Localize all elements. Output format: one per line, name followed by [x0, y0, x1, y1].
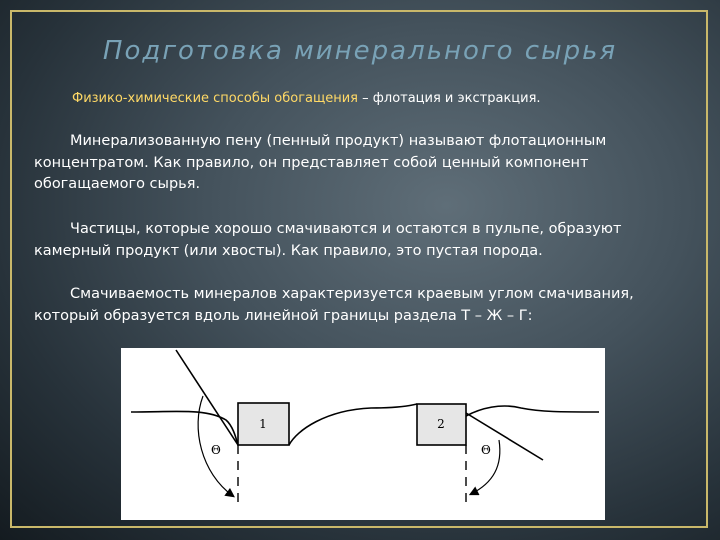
- lead-term: Физико-химические способы обогащения: [72, 91, 358, 106]
- angle-label-right: Θ: [481, 443, 491, 457]
- lead-line: [72, 91, 541, 106]
- interface-line: [131, 404, 599, 445]
- paragraph-wettability: Смачиваемость минералов характеризуется краевым углом смачивания, который образуется вдоль линейной границы раздела Т – Ж – Г:: [34, 286, 634, 324]
- angle-label-left: Θ: [211, 443, 221, 457]
- particle-1-label: 1: [259, 417, 267, 431]
- lead-rest: – флотация и экстракция.: [358, 91, 541, 106]
- tangent-line-right: [466, 413, 543, 460]
- slide-title: Подготовка минерального сырья: [102, 36, 618, 66]
- paragraph-chamber-product: Частицы, которые хорошо смачиваются и остаются в пульпе, образуют камерный продукт (или хвосты). Как правило, это пустая порода.: [34, 221, 622, 259]
- particle-2-label: 2: [437, 417, 445, 431]
- contact-angle-diagram: [121, 348, 605, 520]
- paragraph-froth-concentrate: Минерализованную пену (пенный продукт) называют флотационным концентратом. Как правило, он представляет собой ценный компонент обогащаемого сырья.: [34, 133, 607, 192]
- tangent-line-left: [176, 350, 238, 445]
